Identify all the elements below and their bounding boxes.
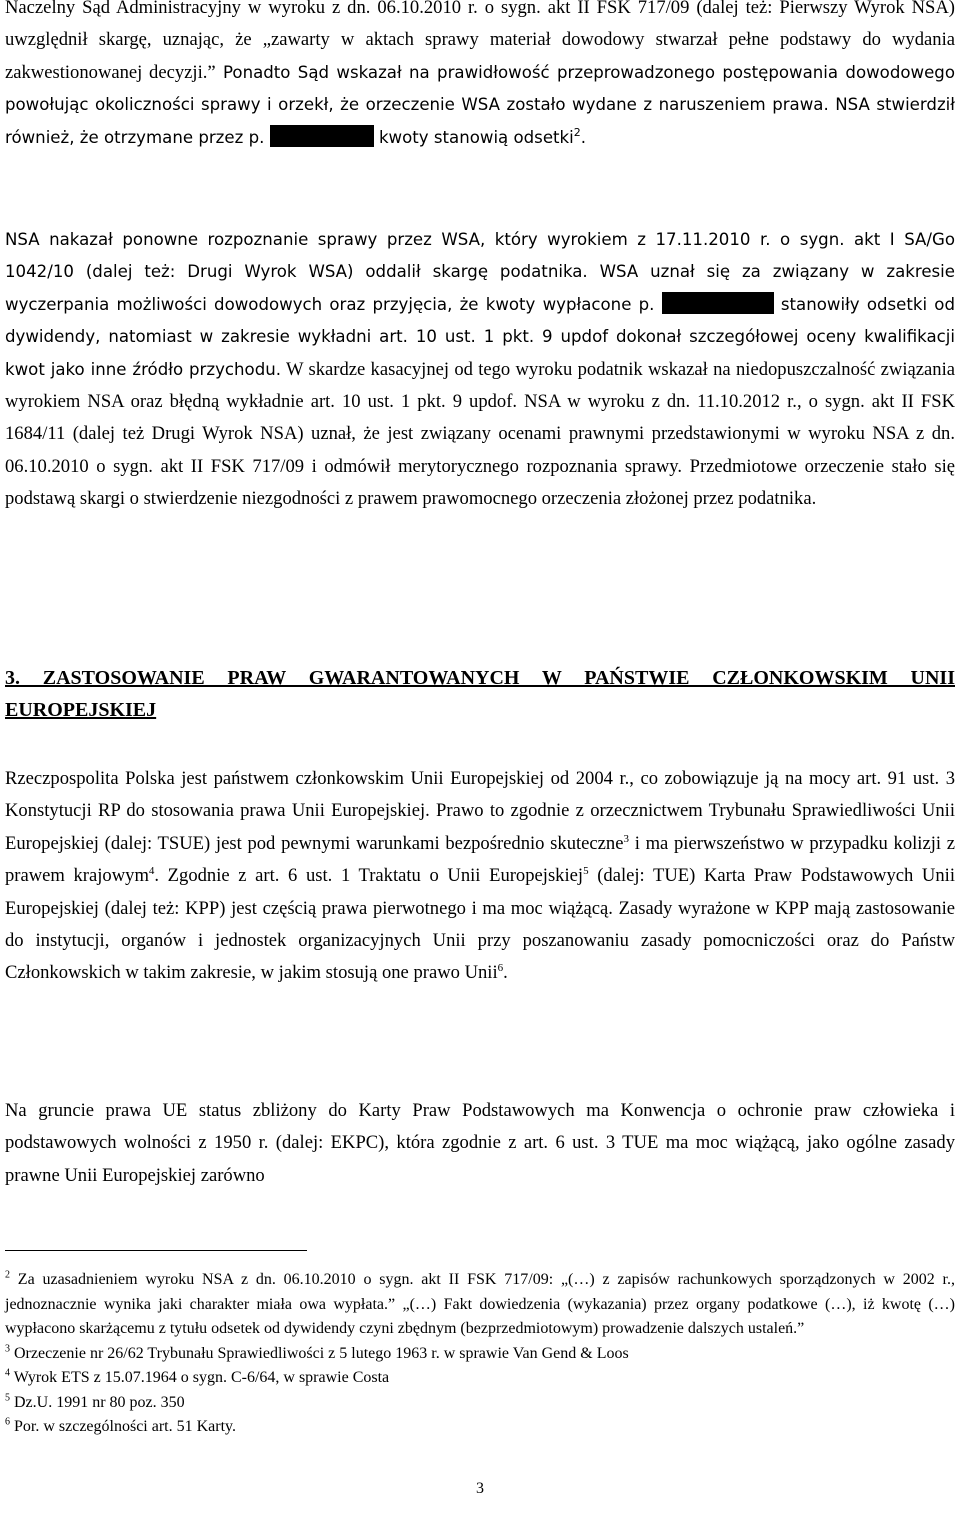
paragraph-text: Rzeczpospolita Polska jest państwem członkowskim Unii Europejskiej od 2004 r., co zobowiązuje ją na mocy art. 91 ust. 3 Konstytucji RP do stosowania prawa Unii Europejskiej. Prawo to zgodnie z orzecznictwem Trybunału Sprawiedliwości Unii Europejskiej (dalej: TSUE) jest pod pewnymi warunkami bezpośrednio skuteczne [5,768,955,854]
footnote-text: Za uzasadnieniem wyroku NSA z dn. 06.10.2010 o sygn. akt II FSK 717/09: „(…) z zapisów rachunkowych sporządzonych w 2002 r., jednoznacznie wynika jaki charakter miała owa wypłata.” „(…) Fakt dowiedzenia (wykazania) przez organy podatkowe (…), iż kwotę (…) wypłacono skarżącemu z tytułu odsetek od dywidendy czyni zbędnym (bezprzedmiotowym) prowadzenie dalszych ustaleń.” [5,1271,955,1337]
footnote-number: 2 [5,1269,10,1281]
paragraph-text: W skardze kasacyjnej od tego wyroku podatnik wskazał na niedopuszczalność związania wyrokiem NSA oraz błędną wykładnie art. 10 ust. 1 pkt. 9 updof. NSA w wyroku z dn. 11.10.2012 r., o sygn. akt II FSK 1684/11 (dalej też Drugi Wyrok NSA) uznał, że jest związany ocenami prawnymi przedstawionymi w wyroku NSA z dn. 06.10.2010 o sygn. akt II FSK 717/09 i odmówił merytorycznego rozpoznania sprawy. Przedmiotowe orzeczenie stało się podstawą skargi o stwierdzenie niezgodności z prawem prawomocnego orzeczenia złożonej przez podatnika. [5,358,955,510]
paragraph-echr: Na gruncie prawa UE status zbliżony do Karty Praw Podstawowych ma Konwencja o ochronie praw człowieka i podstawowych wolności z 1950 r. (dalej: EKPC), która zgodnie z art. 6 ust. 3 TUE ma moc wiążącą, jako ogólne zasady prawne Unii Europejskiej zarówno [5,1100,955,1186]
footnote-number: 5 [5,1392,10,1404]
paragraph-text: Naczelny Sąd Administracyjny w wyroku z dn. 06.10.2010 r. o sygn. akt II FSK 717/09 (dalej też: Pierwszy Wyrok NSA) uwzględnił skargę, uznając, że „zawarty w aktach sprawy materiał dowodowy stwarzał pełne podstawy do wydania zakwestionowanej decyzji.” [5,0,955,83]
paragraph-text: NSA nakazał ponowne rozpoznanie sprawy przez WSA, który wyrokiem z 17.11.2010 r. o sygn. akt I SA/Go 1042/10 (dalej też: Drugi Wyrok WSA) oddalił skargę podatnika. WSA uznał się za związany w zakresie wyczerpania możliwości dowodowych oraz przyjęcia, że kwoty wypłacone p. [5,230,955,314]
footnotes [5,1268,955,1440]
paragraph-first-judgment [5,0,955,154]
paragraph-text: . Zgodnie z art. 6 ust. 1 Traktatu o Unii Europejskiej [154,865,584,887]
paragraph-text: stanowiły odsetki od dywidendy, natomiast w zakresie wykładni art. 10 ust. 1 pkt. 9 updof dokonał szczegółowej oceny kwalifikacji kwot jako inne źródło przychodu. [5,294,955,379]
paragraph-text: (dalej: TUE) Karta Praw Podstawowych Unii Europejskiej (dalej też: KPP) jest częścią prawa pierwotnego i ma moc wiążącą. Zasady wyrażone w KPP mają zastosowanie do instytucji, organów i jednostek organizacyjnych Unii przy poszanowaniu zasady pomocniczości oraz do Państw Członkowskich w takim zakresie, w jakim stosują one prawo Unii [5,865,955,984]
footnote-ref: 6 [497,962,504,975]
section-heading: 3. ZASTOSOWANIE PRAW GWARANTOWANYCH W PAŃSTWIE CZŁONKOWSKIM UNII EUROPEJSKIEJ [5,667,955,721]
paragraph-text: . [580,127,587,147]
footnote-number: 3 [5,1343,10,1355]
footnote-4 [5,1366,955,1391]
footnote-ref: 3 [623,832,629,845]
redaction-bar [662,292,774,314]
paragraph-text: Ponadto Sąd wskazał na prawidłowość przeprowadzonego postępowania dowodowego powołując okoliczności sprawy i orzekł, że orzeczenie WSA zostało wydane z naruszeniem prawa. NSA stwierdził również, że otrzymane przez p. [5,62,955,147]
redaction-bar [270,125,374,147]
paragraph-text: i ma pierwszeństwo w przypadku kolizji z prawem krajowym [5,832,955,887]
footnote-text: Orzeczenie nr 26/62 Trybunału Sprawiedliwości z 5 lutego 1963 r. w sprawie Van Gend & Loos [10,1344,629,1362]
footnote-2 [5,1268,955,1342]
footnote-text: Dz.U. 1991 nr 80 poz. 350 [10,1393,185,1411]
footnote-ref: 4 [148,865,155,878]
page-number: 3 [476,1480,484,1497]
footnote-number: 6 [5,1416,10,1428]
paragraph-eu-membership [5,763,955,990]
footnote-separator [5,1250,307,1251]
footnote-ref: 2 [573,125,581,139]
footnote-5 [5,1391,955,1416]
paragraph-text: . [503,962,508,984]
footnote-3 [5,1342,955,1367]
paragraph-second-judgment [5,224,955,516]
footnote-text: Wyrok ETS z 15.07.1964 o sygn. C-6/64, w sprawie Costa [10,1369,390,1386]
footnote-6 [5,1415,955,1440]
footnote-number: 4 [5,1367,10,1379]
footnote-text: Por. w szczególności art. 51 Karty. [10,1418,237,1435]
paragraph-text: kwoty stanowią odsetki [373,127,574,147]
footnote-ref: 5 [583,865,589,878]
